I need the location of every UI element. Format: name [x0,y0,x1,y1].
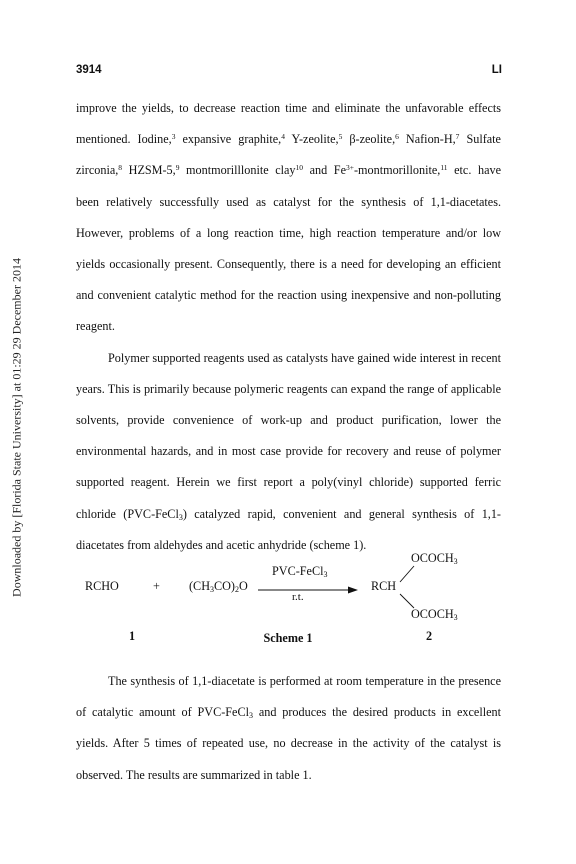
subscript: 3 [453,613,458,622]
reaction-arrow [258,585,358,595]
subscript: 3 [210,585,214,594]
p1-text: been relatively successfully used as catalyst for the synthesis of 1,1-diacetates. However, problems of a long reaction time, high reaction temperature and/or low yields occasionally present. Consequently, there is a need for developing an efficient and convenient catalytic method for the reaction using inexpensive and non-polluting reagent. [76,194,501,334]
citation-ref: 4 [281,132,285,142]
reactant-1: RCHO [85,579,119,593]
p2-text: ) catalyzed rapid, convenient and general synthesis of 1,1-diacetates from aldehydes and acetic anhydride (scheme 1). [76,506,501,552]
paragraph-3 [76,666,501,791]
p1-text: montmorilllonite clay [179,163,296,178]
citation-ref: 11 [440,163,448,173]
charge-superscript: 3+ [346,163,354,173]
compound-label-1: 1 [129,629,136,643]
p1-text: Nafion-H, [398,132,456,147]
group-text: OCOCH [411,607,454,621]
r2-part: (CH [189,579,210,593]
citation-ref: 5 [338,132,343,142]
r2-part: O [239,579,248,593]
p1-text: HZSM-5, [122,163,176,178]
subscript: 3 [178,512,183,522]
p1-text: Y-zeolite, [284,132,339,147]
download-watermark: Downloaded by [Florida State University] at 01:29 29 December 2014 [9,258,24,597]
product-bonds [398,560,418,610]
r2-part: CO) [214,579,235,593]
running-head-author: LI [491,64,502,76]
p1-text: -montmorillonite, [353,163,441,178]
citation-ref: 9 [175,163,180,173]
citation-ref: 10 [295,163,304,173]
subscript: 3 [323,570,328,579]
citation-ref: 3 [171,132,176,142]
catalyst-text: PVC-FeCl [272,564,324,578]
p1-text: mentioned. Iodine, [76,132,172,147]
main-text-lower [76,666,501,791]
product-core: RCH [371,579,397,593]
main-text [76,93,501,561]
p1-line-1: improve the yields, to decrease reaction time and eliminate the unfavorable effects [76,101,501,115]
subscript: 3 [453,557,458,566]
p2-text: Polymer supported reagents used as catalysts have gained wide interest in recent years. This is primarily because polymeric reagents can expand the range of applicable solvents, provide convenience of work-up and product purification, lower the environmental hazards, and in most case provide for recovery and reuse of polymer supported reagent. Herein we first report a poly(vinyl chloride) supported ferric chloride (PVC-FeCl [76,350,501,521]
product-top-group [411,551,458,566]
compound-label-2: 2 [426,629,433,643]
p1-text: Sulfate [459,132,501,147]
citation-ref: 7 [455,132,460,142]
group-text: OCOCH [411,551,454,565]
p1-text: and Fe [303,163,346,178]
p1-text: expansive graphite, [175,132,282,147]
condition-label: r.t. [292,591,304,603]
subscript: 2 [235,585,239,594]
citation-ref: 8 [118,163,123,173]
p3-text: and produces the desired products in excellent yields. After 5 times of repeated use, no decrease in the activity of the catalyst is observed. The results are summarized in table 1. [76,705,501,782]
p1-text: β-zeolite, [342,132,396,147]
page-number: 3914 [76,64,102,76]
scheme-caption: Scheme 1 [263,631,313,645]
citation-ref: 6 [395,132,399,142]
paragraph-2 [76,343,501,561]
product-bottom-group [411,607,458,622]
plus-sign: + [153,579,160,593]
p3-text: The synthesis of 1,1-diacetate is performed at room temperature in the presence of catalytic amount of PVC-FeCl [76,674,501,720]
p1-text: zirconia, [76,163,119,178]
catalyst-label [272,564,327,579]
reactant-2 [189,579,248,594]
subscript: 3 [248,711,253,721]
paragraph-1 [76,93,501,343]
p1-text: etc. have [447,163,501,178]
